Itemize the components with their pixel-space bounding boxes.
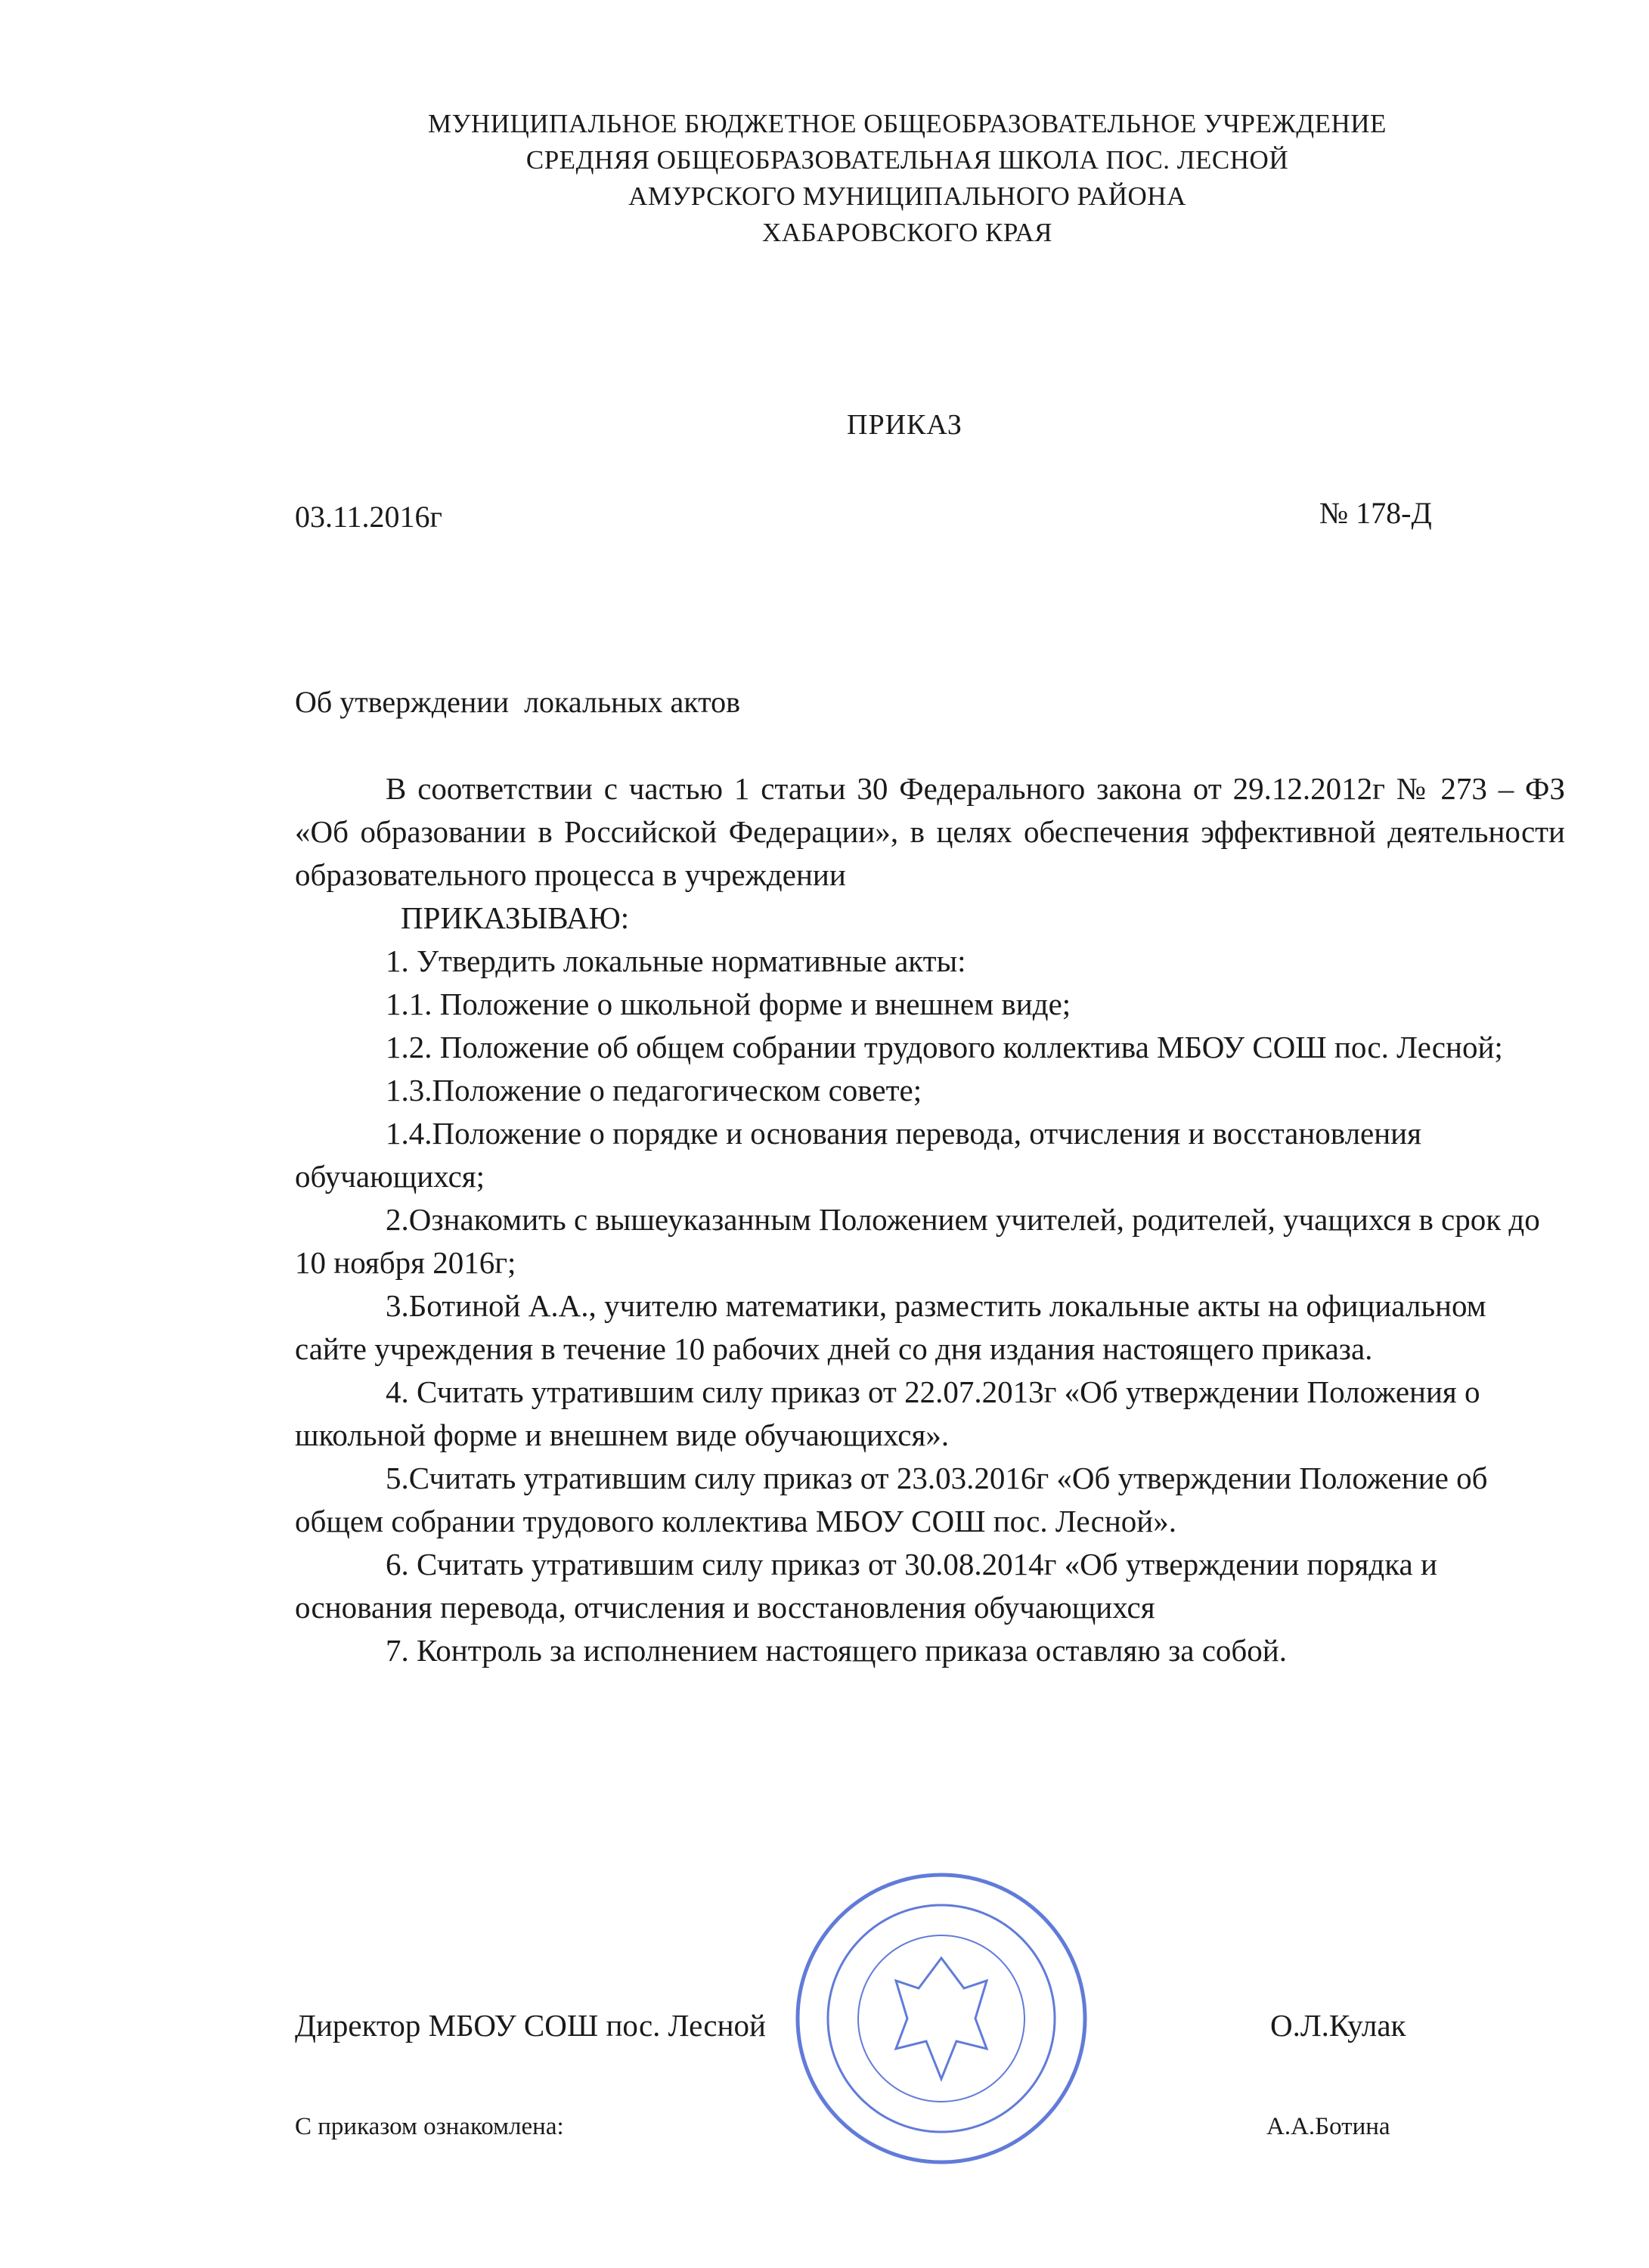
order-item: 1.2. Положение об общем собрании трудового коллектива МБОУ СОШ пос. Лесной; bbox=[386, 1030, 1503, 1064]
stamp-inner-ring bbox=[828, 1905, 1055, 2132]
order-body bbox=[295, 767, 1565, 1672]
order-item: 1.3.Положение о педагогическом совете; bbox=[386, 1073, 922, 1108]
director-name: О.Л.Кулак bbox=[1270, 2008, 1406, 2043]
institution-header bbox=[287, 106, 1527, 251]
order-item: 5.Считать утратившим силу приказ от 23.03.2016г «Об утверждении Положение об общем собрании трудового коллектива МБОУ СОШ пос. Лесной». bbox=[295, 1461, 1488, 1538]
header-line-3: АМУРСКОГО МУНИЦИПАЛЬНОГО РАЙОНА bbox=[628, 181, 1186, 211]
stamp-emblem bbox=[896, 1958, 987, 2079]
header-line-2: СРЕДНЯЯ ОБЩЕОБРАЗОВАТЕЛЬНАЯ ШКОЛА ПОС. ЛЕСНОЙ bbox=[525, 145, 1289, 175]
order-date: 03.11.2016г bbox=[295, 500, 442, 534]
order-item: 1.1. Положение о школьной форме и внешнем виде; bbox=[386, 987, 1071, 1021]
director-title: Директор МБОУ СОШ пос. Лесной bbox=[295, 2008, 766, 2043]
order-item: 4. Считать утратившим силу приказ от 22.07.2013г «Об утверждении Положения о школьной форме и внешнем виде обучающихся». bbox=[295, 1374, 1480, 1452]
header-line-1: МУНИЦИПАЛЬНОЕ БЮДЖЕТНОЕ ОБЩЕОБРАЗОВАТЕЛЬНОЕ УЧРЕЖДЕНИЕ bbox=[428, 109, 1387, 138]
order-subject: Об утверждении локальных актов bbox=[295, 685, 740, 719]
order-word: ПРИКАЗЫВАЮ: bbox=[401, 900, 630, 935]
acknowledgement-label: С приказом ознакомлена: bbox=[295, 2113, 564, 2140]
acknowledgement-name: А.А.Ботина bbox=[1266, 2113, 1390, 2140]
order-item: 7. Контроль за исполнением настоящего приказа оставляю за собой. bbox=[386, 1633, 1287, 1668]
order-item: 6. Считать утратившим силу приказ от 30.08.2014г «Об утверждении порядка и основания перевода, отчисления и восстановления обучающихся bbox=[295, 1547, 1437, 1625]
order-number: № 178-Д bbox=[1319, 496, 1432, 530]
header-line-4: ХАБАРОВСКОГО КРАЯ bbox=[762, 218, 1052, 247]
official-stamp bbox=[790, 1867, 1093, 2170]
document-type: ПРИКАЗ bbox=[847, 409, 962, 441]
order-item: 1. Утвердить локальные нормативные акты: bbox=[386, 943, 966, 978]
preamble: В соответствии с частью 1 статьи 30 Федерального закона от 29.12.2012г № 273 – ФЗ «Об образовании в Российской Федерации», в целях обеспечения эффективной деятельности образовательного процесса в учреждении bbox=[295, 771, 1565, 892]
order-item: 2.Ознакомить с вышеуказанным Положением учителей, родителей, учащихся в срок до 10 ноября 2016г; bbox=[295, 1202, 1540, 1280]
stamp-outer-ring bbox=[798, 1875, 1085, 2162]
order-item: 1.4.Положение о порядке и основания перевода, отчисления и восстановления обучающихся; bbox=[295, 1116, 1421, 1194]
order-item: 3.Ботиной А.А., учителю математики, разместить локальные акты на официальном сайте учреждения в течение 10 рабочих дней со дня издания настоящего приказа. bbox=[295, 1288, 1486, 1366]
